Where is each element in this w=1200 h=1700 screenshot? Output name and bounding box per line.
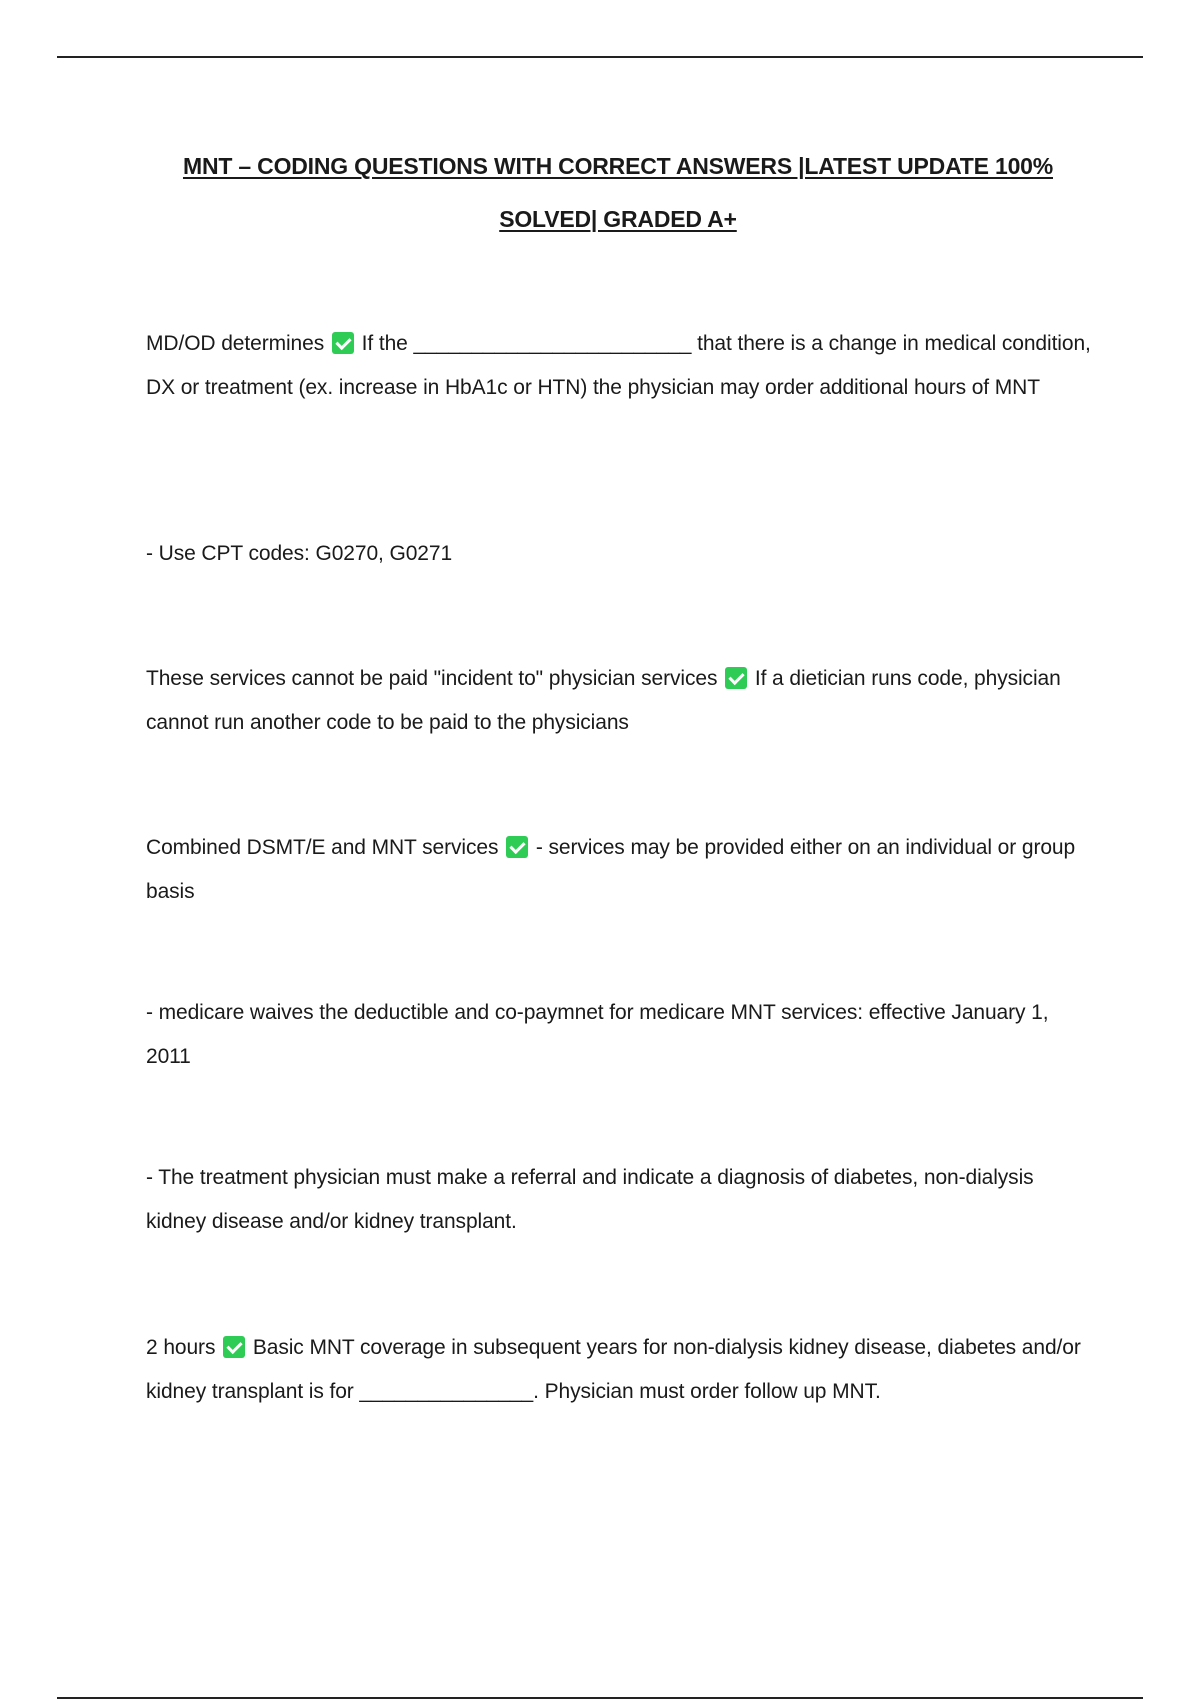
answer-text: 2 hours <box>146 1336 216 1359</box>
qa-item-3 <box>146 657 1096 745</box>
check-box-icon <box>506 836 528 858</box>
qa-item-4 <box>146 826 1096 914</box>
qa-item-7 <box>146 1326 1096 1414</box>
note-item-2 <box>146 532 1096 576</box>
bottom-rule <box>57 1697 1143 1699</box>
check-box-icon <box>725 667 747 689</box>
answer-text: Combined DSMT/E and MNT services <box>146 836 499 859</box>
title-line-2: SOLVED| GRADED A+ <box>499 206 737 232</box>
note-text: - medicare waives the deductible and co-paymnet for medicare MNT services: effective January 1, 2011 <box>146 1001 1049 1068</box>
answer-text: MD/OD determines <box>146 332 325 355</box>
note-text: - Use CPT codes: G0270, G0271 <box>146 542 453 565</box>
question-text: If a dietician runs code, physician cannot run another code to be paid to the physicians <box>146 667 1061 734</box>
note-text: - The treatment physician must make a referral and indicate a diagnosis of diabetes, non-dialysis kidney disease and/or kidney transplant. <box>146 1166 1034 1233</box>
question-text: If the ________________________ that there is a change in medical condition, DX or treatment (ex. increase in HbA1c or HTN) the physician may order additional hours of MNT <box>146 332 1091 399</box>
question-text: Basic MNT coverage in subsequent years for non-dialysis kidney disease, diabetes and/or kidney transplant is for _______________. Physician must order follow up MNT. <box>146 1336 1081 1403</box>
note-item-6 <box>146 1156 1096 1244</box>
answer-text: These services cannot be paid "incident to" physician services <box>146 667 718 690</box>
title-line-1: MNT – CODING QUESTIONS WITH CORRECT ANSWERS |LATEST UPDATE 100% <box>182 153 1053 179</box>
document-title <box>120 140 1116 246</box>
top-rule <box>57 56 1143 58</box>
question-text: - services may be provided either on an individual or group basis <box>146 836 1076 903</box>
check-box-icon <box>332 332 354 354</box>
qa-item-1 <box>146 322 1096 410</box>
check-box-icon <box>223 1336 245 1358</box>
note-item-5 <box>146 991 1096 1079</box>
